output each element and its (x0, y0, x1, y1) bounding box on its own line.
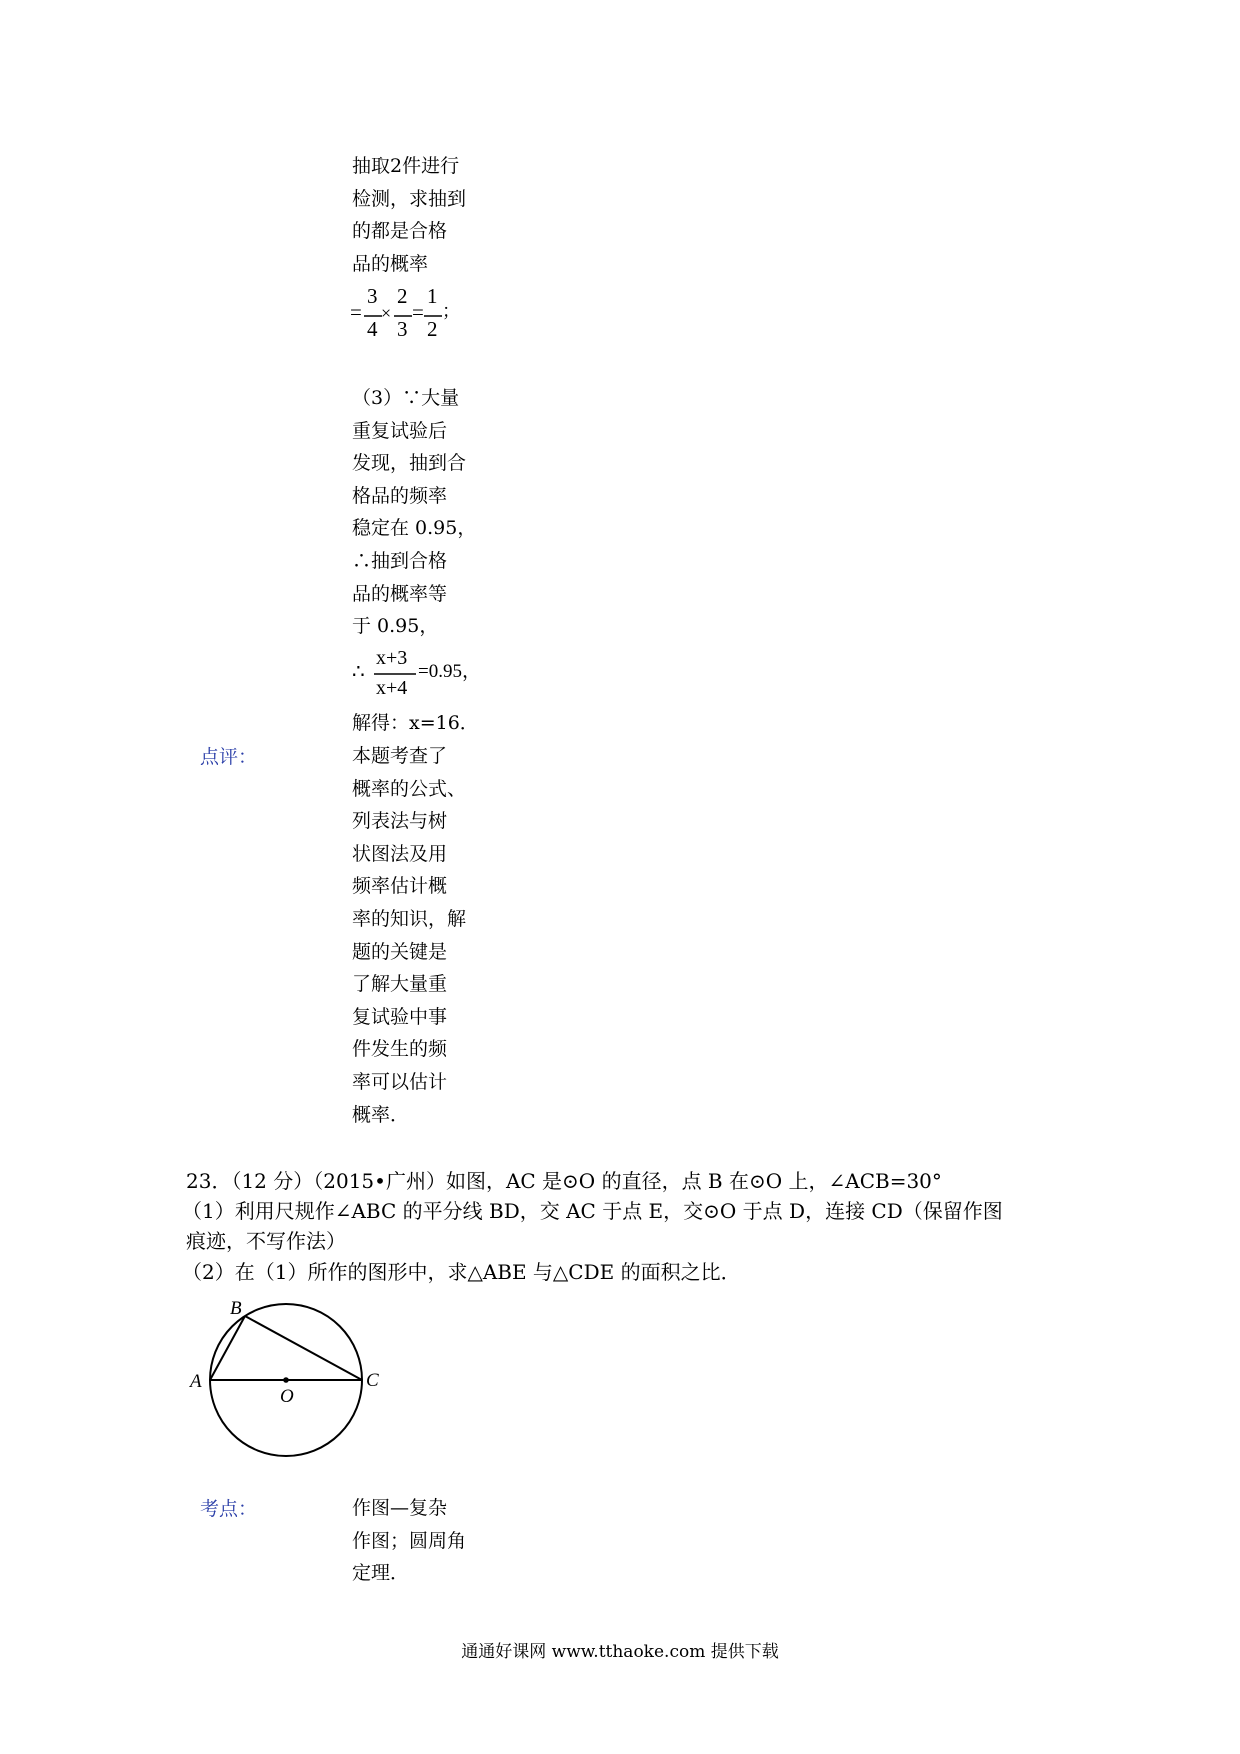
text-line: 件发生的频 (352, 1038, 448, 1061)
text-line: 率的知识，解 (352, 907, 467, 930)
solution-part3-text (352, 382, 492, 643)
formula-tail: ； (442, 301, 460, 321)
text-line: 作图—复杂 (352, 1497, 448, 1519)
times-sign: × (381, 303, 392, 323)
solve-line (352, 707, 492, 740)
text-line: 格品的频率 (352, 484, 448, 507)
text-line: 抽取2件进行 (352, 155, 460, 177)
fraction-denominator: 3 (397, 317, 408, 341)
chord-bc (245, 1316, 362, 1380)
fraction-numerator: 1 (427, 284, 438, 308)
equation-formula (352, 648, 492, 704)
fraction-bars (350, 286, 460, 346)
review-text (352, 740, 492, 1131)
text-line: 题的关键是 (352, 940, 448, 963)
fraction-numerator: x+3 (376, 647, 408, 669)
point-label-b: B (230, 1298, 242, 1319)
text-line: 稳定在 0.95， (352, 517, 477, 540)
text-line: 复试验中事 (352, 1005, 448, 1028)
text-line: 状图法及用 (352, 842, 448, 865)
question-stem: 23．（12 分）（2015•广州）如图，AC 是⊙O 的直径，点 B 在⊙O 上，∠ACB=30° (186, 1169, 942, 1193)
text-line: 品的概率 (352, 252, 429, 275)
point-label-a: A (190, 1371, 202, 1392)
point-label-o: O (280, 1386, 294, 1407)
text-line: 的都是合格 (352, 220, 448, 243)
text-line: 于 0.95， (352, 615, 439, 638)
formula-equals: = (350, 300, 362, 324)
point-label-c: C (366, 1370, 379, 1391)
text-line: 了解大量重 (352, 973, 448, 996)
fraction-denominator: 4 (367, 317, 378, 341)
text-line: 列表法与树 (352, 810, 448, 833)
question-part1: （1）利用尺规作∠ABC 的平分线 BD，交 AC 于点 E，交⊙O 于点 D，连接 CD（保留作图 (182, 1199, 1003, 1223)
text-line: （3）∵大量 (352, 387, 460, 409)
formula-equals: = (412, 300, 424, 324)
text-line: 定理． (352, 1562, 410, 1585)
therefore-sign: ∴ (352, 661, 365, 683)
text-line: 发现，抽到合 (352, 452, 467, 475)
text-line: 频率估计概 (352, 875, 448, 898)
text-line: 重复试验后 (352, 419, 448, 442)
center-point-o (283, 1377, 289, 1383)
fraction-denominator: 2 (427, 317, 438, 341)
text-line: 作图；圆周角 (352, 1529, 467, 1552)
text-line: 率可以估计 (352, 1070, 448, 1093)
text-line: 品的概率等 (352, 582, 448, 605)
kaodian-text (352, 1492, 492, 1590)
text-line: 本题考查了 (352, 745, 448, 767)
review-label: 点评： (200, 746, 258, 768)
fraction-denominator: x+4 (376, 677, 408, 699)
page-footer: 通通好课网 www.tthaoke.com 提供下载 (461, 1642, 779, 1662)
chord-ab (210, 1316, 245, 1380)
text-line: 概率． (352, 1103, 410, 1126)
solution-part2-text (352, 150, 492, 280)
question-part2: （2）在（1）所作的图形中，求△ABE 与△CDE 的面积之比． (182, 1260, 741, 1284)
circle-figure (186, 1290, 406, 1480)
text-line: ∴抽到合格 (352, 549, 448, 572)
kaodian-label: 考点： (200, 1498, 258, 1520)
fraction-bar (352, 648, 492, 704)
fraction-numerator: 2 (397, 284, 408, 308)
text-line: 检测，求抽到 (352, 187, 467, 210)
probability-formula (350, 286, 480, 346)
question-part1-cont: 痕迹，不写作法） (186, 1229, 346, 1253)
fraction-numerator: 3 (367, 284, 378, 308)
text-line: 概率的公式、 (352, 777, 467, 800)
text-line: 解得：x=16． (352, 712, 479, 734)
formula-tail: =0.95， (418, 661, 481, 682)
